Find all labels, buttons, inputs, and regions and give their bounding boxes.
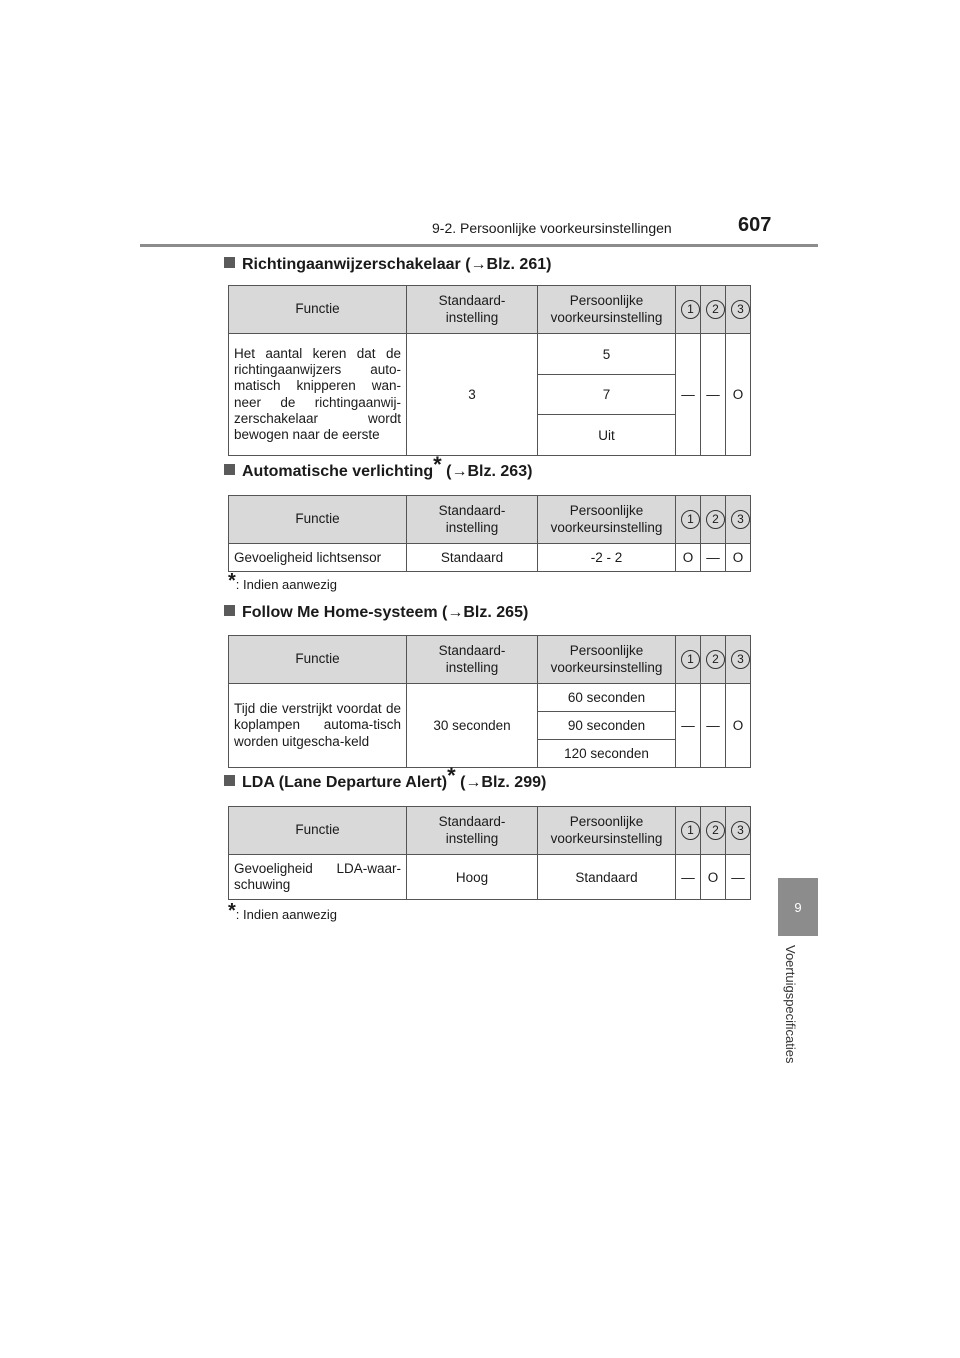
- function-cell: Gevoeligheid LDA-waar-schuwing: [229, 855, 407, 900]
- col-header-personal: Persoonlijke voorkeursinstelling: [538, 636, 676, 684]
- circled-2-icon: 2: [706, 821, 725, 840]
- col-header-function: Functie: [229, 807, 407, 855]
- col2-cell: O: [701, 855, 726, 900]
- col-header-personal: Persoonlijke voorkeursinstelling: [538, 807, 676, 855]
- default-cell: 3: [407, 334, 538, 456]
- circled-3-icon: 3: [731, 510, 750, 529]
- section-heading-follow-me-home: Follow Me Home-systeem (→Blz. 265): [224, 604, 528, 622]
- section-heading-auto-lighting: Automatische verlichting* (→Blz. 263): [224, 463, 532, 481]
- col-header-function: Functie: [229, 636, 407, 684]
- col-header-default: Standaard- instelling: [407, 636, 538, 684]
- col2-cell: —: [701, 544, 726, 572]
- circled-3-icon: 3: [731, 650, 750, 669]
- col2-cell: —: [701, 334, 726, 456]
- footnote: *: Indien aanwezig: [228, 570, 337, 592]
- circled-1-icon: 1: [681, 650, 700, 669]
- circled-2-icon: 2: [706, 300, 725, 319]
- col-header-function: Functie: [229, 496, 407, 544]
- col2-cell: —: [701, 684, 726, 768]
- col3-cell: —: [726, 855, 751, 900]
- square-bullet-icon: [224, 605, 235, 616]
- col-header-default: Standaard- instelling: [407, 496, 538, 544]
- col1-cell: —: [676, 855, 701, 900]
- section-heading-turn-signal: Richtingaanwijzerschakelaar (→Blz. 261): [224, 256, 551, 274]
- col-header-default: Standaard- instelling: [407, 286, 538, 334]
- col1-cell: O: [676, 544, 701, 572]
- circled-1-icon: 1: [681, 300, 700, 319]
- circled-1-icon: 1: [681, 510, 700, 529]
- col1-cell: —: [676, 684, 701, 768]
- circled-2-icon: 2: [706, 650, 725, 669]
- option-cell: 60 seconden: [538, 684, 676, 712]
- settings-table-follow-me-home: [228, 635, 751, 768]
- option-cell: 120 seconden: [538, 740, 676, 768]
- settings-table-lda: [228, 806, 751, 900]
- option-cell: 7: [538, 375, 676, 415]
- col3-cell: O: [726, 544, 751, 572]
- default-cell: Hoog: [407, 855, 538, 900]
- square-bullet-icon: [224, 775, 235, 786]
- option-cell: -2 - 2: [538, 544, 676, 572]
- circled-3-icon: 3: [731, 821, 750, 840]
- option-cell: Uit: [538, 415, 676, 456]
- header-title: 9-2. Persoonlijke voorkeursinstellingen: [432, 220, 672, 236]
- option-cell: Standaard: [538, 855, 676, 900]
- function-cell: Tijd die verstrijkt voordat de koplampen automa-tisch worden uitgescha-keld: [229, 684, 407, 768]
- col-header-function: Functie: [229, 286, 407, 334]
- section-heading-lda: LDA (Lane Departure Alert)* (→Blz. 299): [224, 774, 546, 792]
- default-cell: 30 seconden: [407, 684, 538, 768]
- col3-cell: O: [726, 334, 751, 456]
- col3-cell: O: [726, 684, 751, 768]
- col-header-personal: Persoonlijke voorkeursinstelling: [538, 496, 676, 544]
- function-cell: Het aantal keren dat de richtingaanwijzers auto-matisch knipperen wan-neer de richtingaanwij-zerschakelaar wordt bewogen naar de eerste: [229, 334, 407, 456]
- option-cell: 90 seconden: [538, 712, 676, 740]
- default-cell: Standaard: [407, 544, 538, 572]
- header-rule: [140, 244, 818, 247]
- col-header-personal: Persoonlijke voorkeursinstelling: [538, 286, 676, 334]
- circled-3-icon: 3: [731, 300, 750, 319]
- col1-cell: —: [676, 334, 701, 456]
- settings-table-auto-lighting: [228, 495, 751, 572]
- page-number: 607: [738, 214, 772, 236]
- circled-1-icon: 1: [681, 821, 700, 840]
- settings-table-turn-signal: [228, 285, 751, 456]
- chapter-tab: 9: [778, 878, 818, 936]
- footnote: *: Indien aanwezig: [228, 900, 337, 922]
- function-cell: Gevoeligheid lichtsensor: [229, 544, 407, 572]
- col-header-default: Standaard- instelling: [407, 807, 538, 855]
- square-bullet-icon: [224, 464, 235, 475]
- circled-2-icon: 2: [706, 510, 725, 529]
- square-bullet-icon: [224, 257, 235, 268]
- chapter-label: Voertuigspecificaties: [783, 945, 798, 1064]
- option-cell: 5: [538, 334, 676, 375]
